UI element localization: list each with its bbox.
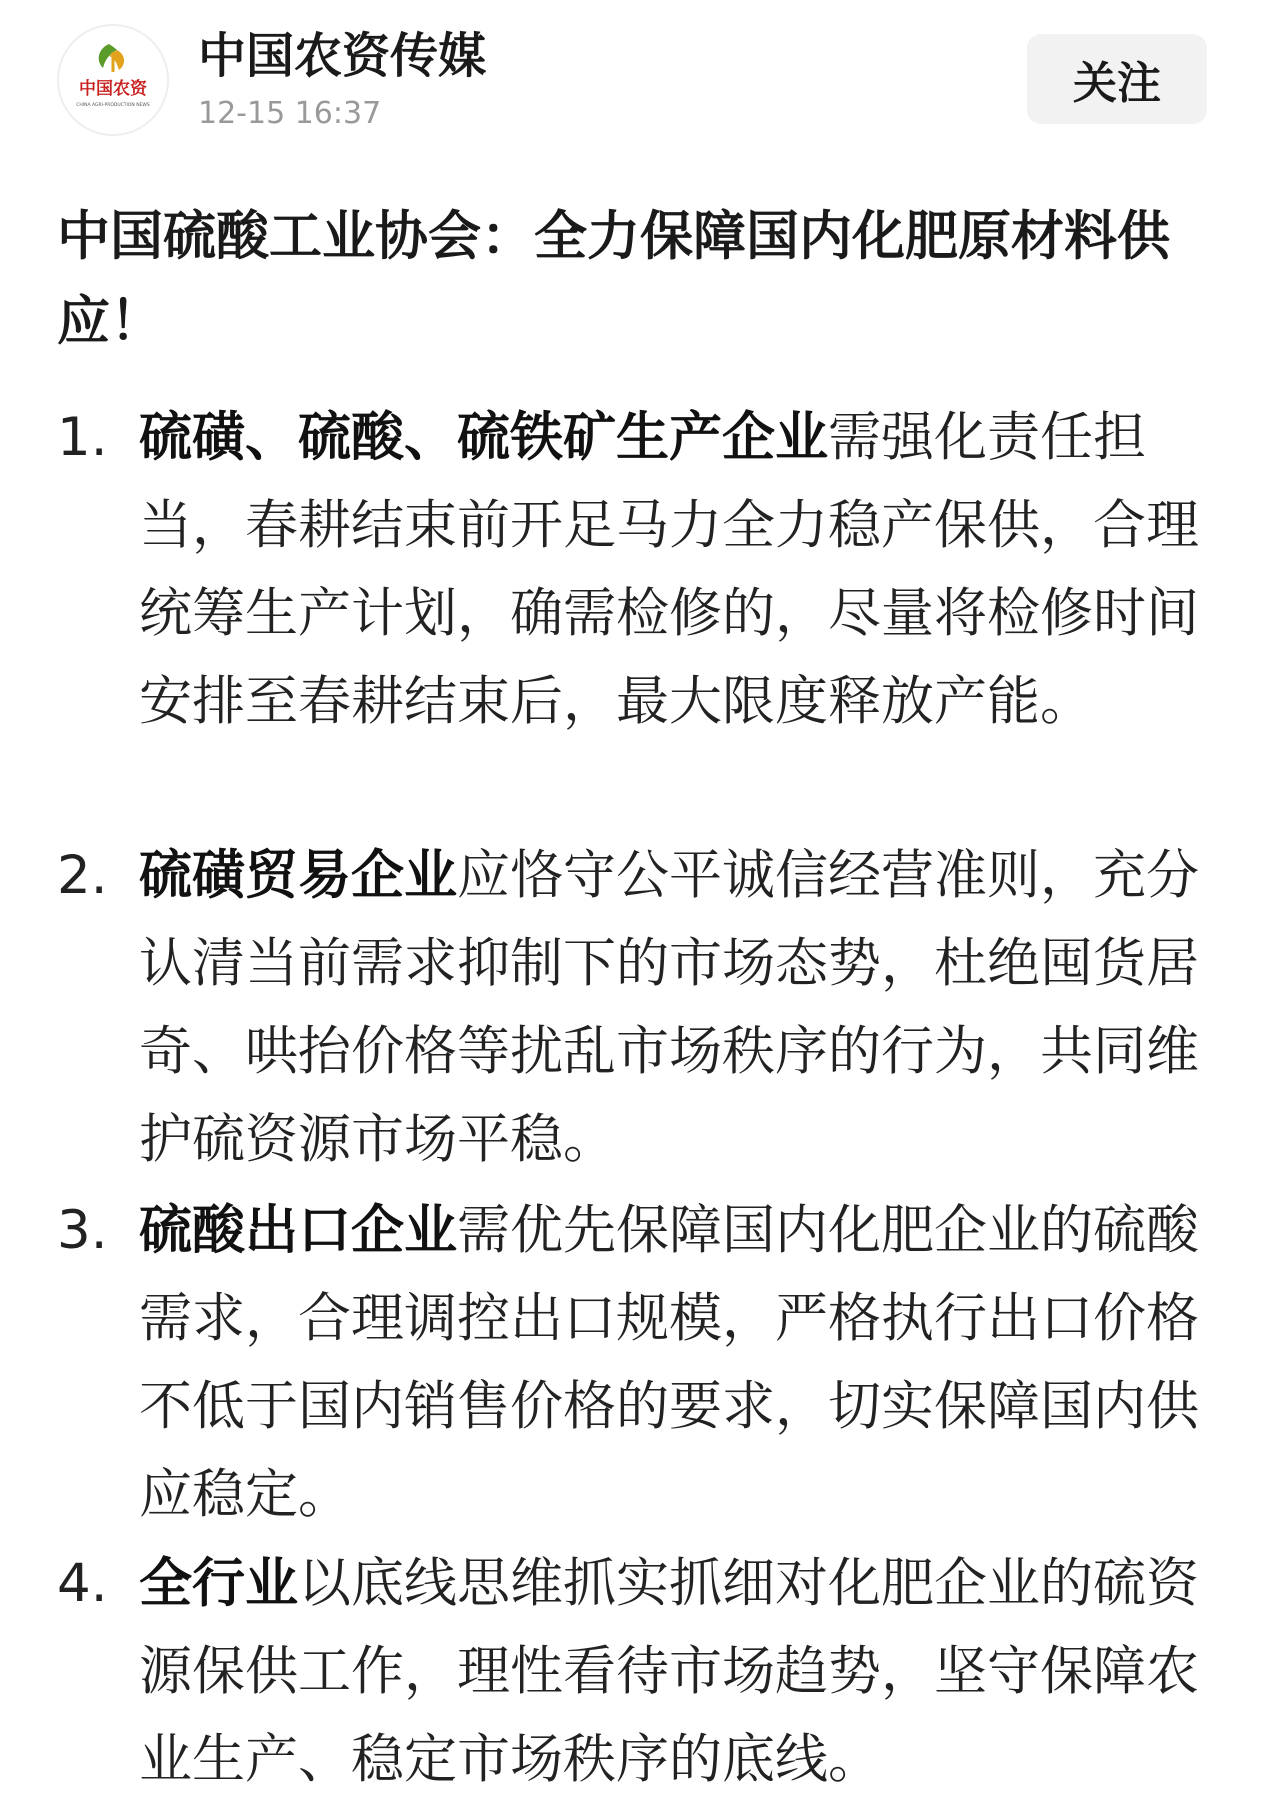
list-item-number: 4. <box>57 1553 108 1614</box>
list-item-number: 3. <box>57 1200 108 1261</box>
list-item-bold: 硫磺贸易企业 <box>139 845 457 906</box>
list-item-number: 1. <box>57 407 108 468</box>
account-name[interactable]: 中国农资传媒 <box>198 28 487 84</box>
leaf-logo-icon <box>59 26 167 134</box>
avatar-logo-subtext: CHINA AGRI-PRODUCTION NEWS <box>76 103 150 108</box>
list-item-bold: 硫酸出口企业 <box>139 1200 457 1261</box>
list-item-text <box>139 394 1207 746</box>
account-avatar[interactable] <box>57 24 169 136</box>
article-title: 中国硫酸工业协会：全力保障国内化肥原材料供应！ <box>57 206 1170 352</box>
post-header <box>0 0 1264 150</box>
follow-button[interactable]: 关注 <box>1027 34 1207 124</box>
list-item-text <box>139 1540 1207 1804</box>
list-item-number: 2. <box>57 845 108 906</box>
list-item-bold: 硫磺、硫酸、硫铁矿生产企业 <box>139 407 828 468</box>
list-item-text <box>139 1187 1207 1539</box>
list-item-body: 需优先保障国内化肥企业的硫酸需求，合理调控出口规模，严格执行出口价格不低于国内销售价格的要求，切实保障国内供应稳定。 <box>139 1200 1199 1525</box>
list-item-bold: 全行业 <box>139 1553 298 1614</box>
avatar-logo-text: 中国农资 <box>79 79 147 99</box>
post-timestamp: 12-15 16:37 <box>198 96 382 131</box>
list-item-body: 应恪守公平诚信经营准则，充分认清当前需求抑制下的市场态势，杜绝囤货居奇、哄抬价格等扰乱市场秩序的行为，共同维护硫资源市场平稳。 <box>139 845 1199 1170</box>
list-item-text <box>139 832 1207 1184</box>
list-item-body: 需强化责任担当，春耕结束前开足马力全力稳产保供，合理统筹生产计划，确需检修的，尽量将检修时间安排至春耕结束后，最大限度释放产能。 <box>139 407 1199 732</box>
list-item-body: 以底线思维抓实抓细对化肥企业的硫资源保供工作，理性看待市场趋势，坚守保障农业生产、稳定市场秩序的底线。 <box>139 1553 1199 1790</box>
